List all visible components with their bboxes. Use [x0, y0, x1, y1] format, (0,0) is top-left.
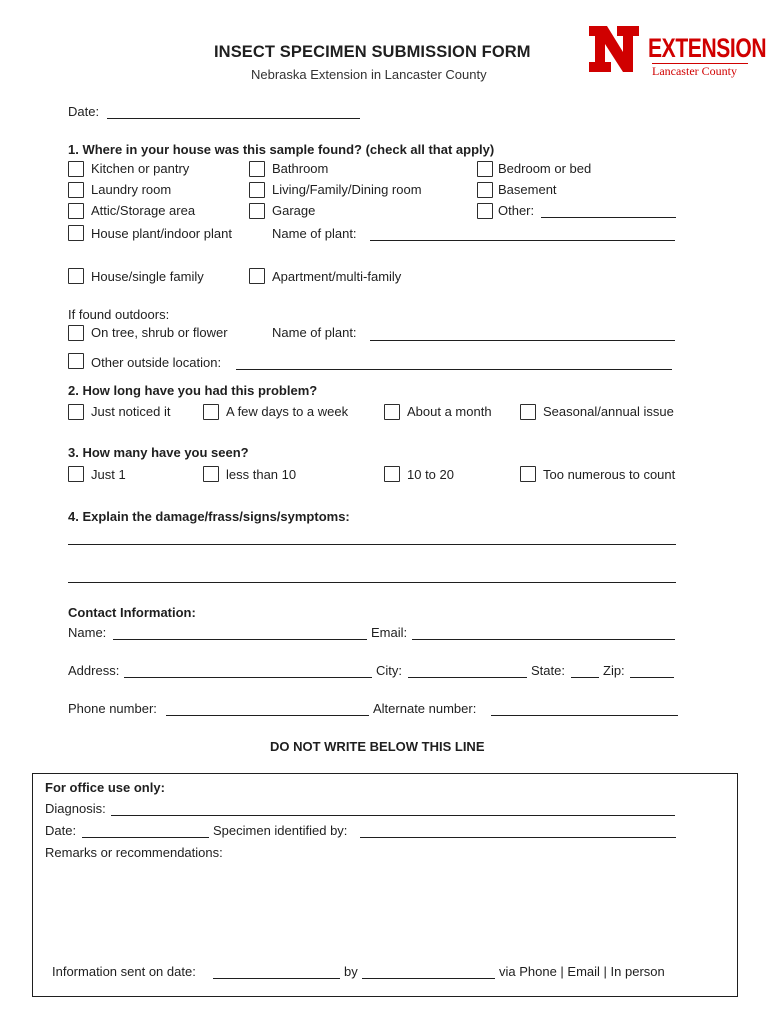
garage-label: Garage [272, 203, 316, 218]
alt-phone-label: Alternate number: [373, 701, 477, 716]
alt-phone-field[interactable] [491, 715, 678, 716]
identified-by-field[interactable] [360, 837, 676, 838]
sent-on-field[interactable] [213, 978, 340, 979]
apartment-checkbox[interactable] [249, 268, 265, 284]
bedroom-label: Bedroom or bed [498, 161, 592, 176]
q3-option-4-checkbox[interactable] [520, 466, 536, 482]
laundry-label: Laundry room [91, 182, 172, 197]
email-label: Email: [371, 625, 408, 640]
basement-checkbox[interactable] [477, 182, 493, 198]
q3-option-4-label: Too numerous to count [543, 467, 676, 482]
sent-via-label: via Phone | Email | In person [499, 964, 665, 979]
office-date-label: Date: [45, 823, 77, 838]
sent-by-label: by [344, 964, 358, 979]
zip-label: Zip: [603, 663, 625, 678]
q2-question: 2. How long have you had this problem? [68, 383, 318, 398]
q3-option-2-label: less than 10 [226, 467, 297, 482]
address-field[interactable] [124, 677, 372, 678]
address-label: Address: [68, 663, 120, 678]
bathroom-checkbox[interactable] [249, 161, 265, 177]
email-field[interactable] [412, 639, 675, 640]
office-heading: For office use only: [45, 780, 165, 795]
houseplant-checkbox[interactable] [68, 225, 84, 241]
diagnosis-label: Diagnosis: [45, 801, 106, 816]
q2-option-3-checkbox[interactable] [384, 404, 400, 420]
outside-other-label: Other outside location: [91, 355, 222, 370]
q2-option-2-checkbox[interactable] [203, 404, 219, 420]
apartment-label: Apartment/multi-family [272, 269, 402, 284]
living-checkbox[interactable] [249, 182, 265, 198]
damage-field-line-2[interactable] [68, 582, 676, 583]
q3-option-3-label: 10 to 20 [407, 467, 454, 482]
kitchen-checkbox[interactable] [68, 161, 84, 177]
q3-option-2-checkbox[interactable] [203, 466, 219, 482]
phone-label: Phone number: [68, 701, 157, 716]
city-field[interactable] [408, 677, 527, 678]
remarks-label: Remarks or recommendations: [45, 845, 223, 860]
q4-question: 4. Explain the damage/frass/signs/symptoms: [68, 509, 350, 524]
office-date-field[interactable] [82, 837, 209, 838]
outdoors-heading: If found outdoors: [68, 307, 170, 322]
bedroom-checkbox[interactable] [477, 161, 493, 177]
other-label: Other: [498, 203, 535, 218]
date-field[interactable] [107, 118, 360, 119]
name-label: Name: [68, 625, 107, 640]
contact-heading: Contact Information: [68, 605, 196, 620]
logo-extension-word: EXTENSION [648, 33, 767, 63]
outdoor-plant-name-field[interactable] [370, 340, 675, 341]
city-label: City: [376, 663, 402, 678]
q3-option-3-checkbox[interactable] [384, 466, 400, 482]
tree-checkbox[interactable] [68, 325, 84, 341]
attic-checkbox[interactable] [68, 203, 84, 219]
form-subtitle: Nebraska Extension in Lancaster County [251, 67, 487, 82]
living-label: Living/Family/Dining room [272, 182, 422, 197]
q3-option-1-checkbox[interactable] [68, 466, 84, 482]
q3-option-1-label: Just 1 [91, 467, 126, 482]
q2-option-4-checkbox[interactable] [520, 404, 536, 420]
q1-question: 1. Where in your house was this sample found? (check all that apply) [68, 142, 495, 157]
outside-other-field[interactable] [236, 369, 672, 370]
house-label: House/single family [91, 269, 204, 284]
sent-by-field[interactable] [362, 978, 495, 979]
other-checkbox[interactable] [477, 203, 493, 219]
damage-field-line-1[interactable] [68, 544, 676, 545]
do-not-write-notice: DO NOT WRITE BELOW THIS LINE [270, 739, 485, 754]
sent-on-label: Information sent on date: [52, 964, 196, 979]
houseplant-label: House plant/indoor plant [91, 226, 232, 241]
kitchen-label: Kitchen or pantry [91, 161, 190, 176]
state-label: State: [531, 663, 565, 678]
q2-option-1-label: Just noticed it [91, 404, 171, 419]
other-field[interactable] [541, 217, 676, 218]
plant-name-label: Name of plant: [272, 226, 357, 241]
diagnosis-field[interactable] [111, 815, 675, 816]
phone-field[interactable] [166, 715, 369, 716]
zip-field[interactable] [630, 677, 674, 678]
form-title: INSECT SPECIMEN SUBMISSION FORM [214, 43, 531, 61]
name-field[interactable] [113, 639, 367, 640]
q2-option-2-label: A few days to a week [226, 404, 349, 419]
date-label: Date: [68, 104, 100, 119]
house-checkbox[interactable] [68, 268, 84, 284]
garage-checkbox[interactable] [249, 203, 265, 219]
outdoor-plant-name-label: Name of plant: [272, 325, 357, 340]
state-field[interactable] [571, 677, 599, 678]
bathroom-label: Bathroom [272, 161, 329, 176]
tree-label: On tree, shrub or flower [91, 325, 228, 340]
plant-name-field[interactable] [370, 240, 675, 241]
nebraska-n-icon [587, 22, 641, 76]
q2-option-1-checkbox[interactable] [68, 404, 84, 420]
q2-option-3-label: About a month [407, 404, 492, 419]
logo-county: Lancaster County [652, 64, 737, 78]
attic-label: Attic/Storage area [91, 203, 196, 218]
laundry-checkbox[interactable] [68, 182, 84, 198]
basement-label: Basement [498, 182, 557, 197]
q2-option-4-label: Seasonal/annual issue [543, 404, 674, 419]
outside-other-checkbox[interactable] [68, 353, 84, 369]
identified-by-label: Specimen identified by: [213, 823, 348, 838]
q3-question: 3. How many have you seen? [68, 445, 249, 460]
